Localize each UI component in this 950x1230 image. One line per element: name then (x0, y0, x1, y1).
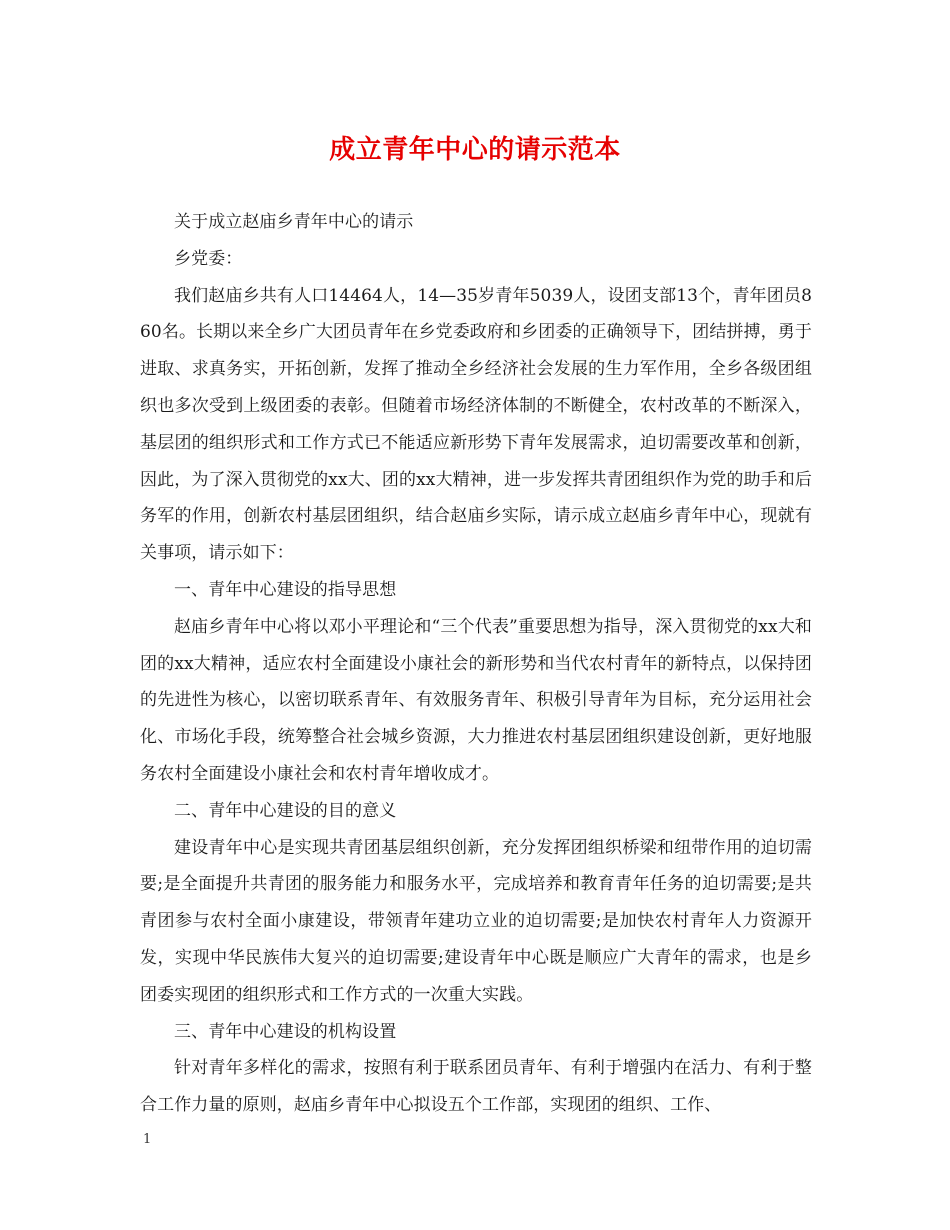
document-title: 成立青年中心的请示范本 (329, 135, 621, 165)
paragraph-guiding-thought: 赵庙乡青年中心将以邓小平理论和“三个代表”重要思想为指导，深入贯彻党的xx大和团的xx大精神，适应农村全面建设小康社会的新形势和当代农村青年的新特点，以保持团的先进性为核心，以密切联系青年、有效服务青年、积极引导青年为目标，充分运用社会化、市场化手段，统筹整合社会城乡资源，大力推进农村基层团组织建设创新，更好地服务农村全面建设小康社会和农村青年增收成才。 (140, 616, 812, 784)
page-number: 1 (143, 1132, 152, 1147)
document-body (140, 204, 812, 1124)
paragraph-purpose: 建设青年中心是实现共青团基层组织创新，充分发挥团组织桥梁和纽带作用的迫切需要;是全面提升共青团的服务能力和服务水平，完成培养和教育青年任务的迫切需要;是共青团参与农村全面小康建设，带领青年建功立业的迫切需要;是加快农村青年人力资源开发，实现中华民族伟大复兴的迫切需要;建设青年中心既是顺应广大青年的需求，也是乡团委实现团的组织形式和工作方式的一次重大实践。 (140, 837, 812, 1005)
paragraph-subject: 关于成立赵庙乡青年中心的请示 (174, 212, 414, 232)
paragraph-intro: 我们赵庙乡共有人口14464人，14—35岁青年5039人，设团支部13个，青年团员860名。长期以来全乡广大团员青年在乡党委政府和乡团委的正确领导下，团结拼搏，勇于进取、求真务实，开拓创新，发挥了推动全乡经济社会发展的生力军作用，全乡各级团组织也多次受到上级团委的表彰。但随着市场经济体制的不断健全，农村改革的不断深入，基层团的组织形式和工作方式已不能适应新形势下青年发展需求，迫切需要改革和创新，因此，为了深入贯彻党的xx大、团的xx大精神，进一步发挥共青团组织作为党的助手和后务军的作用，创新农村基层团组织，结合赵庙乡实际，请示成立赵庙乡青年中心，现就有关事项，请示如下： (140, 285, 812, 564)
paragraph-addressee: 乡党委： (174, 248, 243, 269)
paragraph-structure: 针对青年多样化的需求，按照有利于联系团员青年、有利于增强内在活力、有利于整合工作力量的原则，赵庙乡青年中心拟设五个工作部，实现团的组织、工作、 (140, 1058, 812, 1116)
section-heading-1: 一、青年中心建设的指导思想 (174, 579, 397, 600)
section-heading-3: 三、青年中心建设的机构设置 (174, 1021, 397, 1042)
section-heading-2: 二、青年中心建设的目的意义 (174, 800, 397, 821)
